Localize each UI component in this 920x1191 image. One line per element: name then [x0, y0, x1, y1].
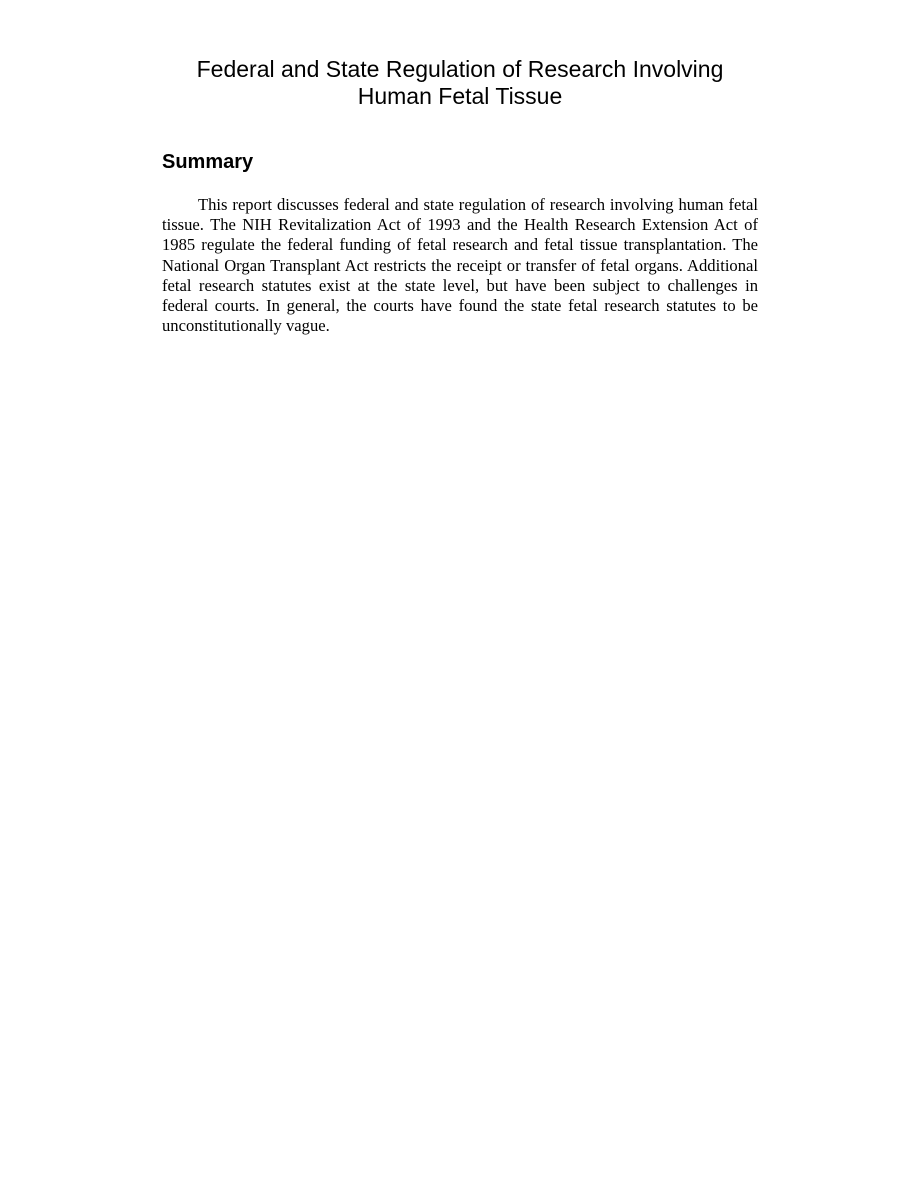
document-title [162, 56, 758, 110]
document-title-line-2: Human Fetal Tissue [357, 83, 563, 109]
summary-paragraph: This report discusses federal and state regulation of research involving human fetal tissue. The NIH Revitalization Act of 1993 and the Health Research Extension Act of 1985 regulate the federal funding of fetal research and fetal tissue transplantation. The National Organ Transplant Act restricts the receipt or transfer of fetal organs. Additional fetal research statutes exist at the state level, but have been subject to challenges in federal courts. In general, the courts have found the state fetal research statutes to be unconstitutionally vague. [162, 195, 758, 336]
summary-heading: Summary [162, 151, 254, 173]
document-title-line-1: Federal and State Regulation of Research Involving [196, 56, 724, 82]
